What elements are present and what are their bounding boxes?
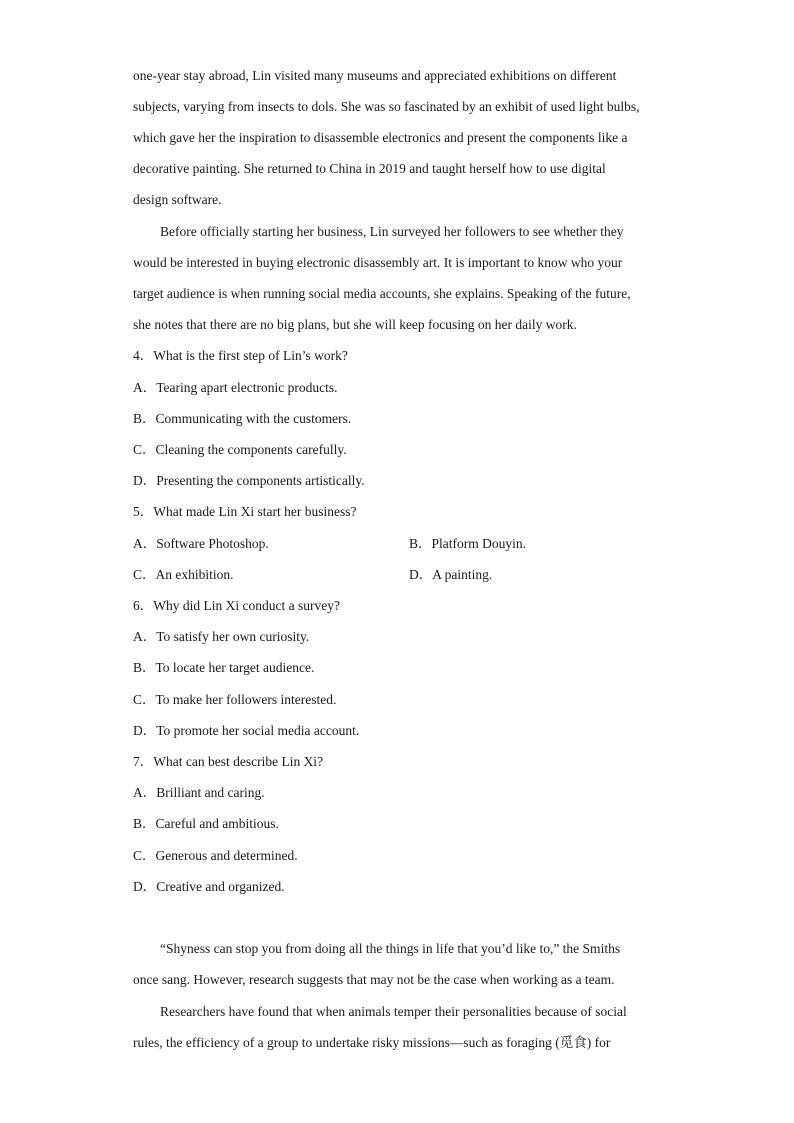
answer-option: D．Creative and organized. — [133, 879, 285, 894]
passage-line: which gave her the inspiration to disassemble electronics and present the components like a — [133, 130, 628, 145]
question-stem: 7．What can best describe Lin Xi? — [133, 754, 324, 769]
passage-line: she notes that there are no big plans, but she will keep focusing on her daily work. — [133, 317, 577, 332]
answer-option: B．Platform Douyin. — [409, 536, 526, 551]
answer-option: A．Tearing apart electronic products. — [133, 380, 338, 395]
answer-option: A．To satisfy her own curiosity. — [133, 629, 310, 644]
answer-option: D．A painting. — [409, 567, 493, 582]
answer-option: C．Generous and determined. — [133, 848, 298, 863]
answer-option: C．Cleaning the components carefully. — [133, 442, 347, 457]
passage-line: target audience is when running social media accounts, she explains. Speaking of the future, — [133, 286, 631, 301]
answer-option: A．Brilliant and caring. — [133, 785, 265, 800]
answer-option: B．Careful and ambitious. — [133, 816, 279, 831]
question-stem: 5．What made Lin Xi start her business? — [133, 504, 357, 519]
passage-line: Researchers have found that when animals temper their personalities because of social — [160, 1004, 627, 1019]
passage-line: once sang. However, research suggests that may not be the case when working as a team. — [133, 972, 615, 987]
passage-line: would be interested in buying electronic disassembly art. It is important to know who your — [133, 255, 623, 270]
answer-option: A．Software Photoshop. — [133, 536, 269, 551]
answer-option: B．Communicating with the customers. — [133, 411, 352, 426]
answer-option: D．To promote her social media account. — [133, 723, 360, 738]
answer-option: B．To locate her target audience. — [133, 660, 315, 675]
passage-line: one-year stay abroad, Lin visited many museums and appreciated exhibitions on different — [133, 68, 617, 83]
answer-option-row — [0, 535, 794, 553]
passage-line: rules, the efficiency of a group to undertake risky missions—such as foraging (觅食) for — [133, 1035, 611, 1050]
passage-line: Before officially starting her business, Lin surveyed her followers to see whether they — [160, 224, 624, 239]
question-stem: 6．Why did Lin Xi conduct a survey? — [133, 598, 340, 613]
answer-option: D．Presenting the components artistically. — [133, 473, 365, 488]
passage-line: decorative painting. She returned to China in 2019 and taught herself how to use digital — [133, 161, 606, 176]
passage-line: design software. — [133, 192, 222, 207]
answer-option-row — [0, 566, 794, 584]
question-stem: 4．What is the first step of Lin’s work? — [133, 348, 348, 363]
passage-line: subjects, varying from insects to dols. She was so fascinated by an exhibit of used light bulbs, — [133, 99, 640, 114]
answer-option: C．To make her followers interested. — [133, 692, 337, 707]
answer-option: C．An exhibition. — [133, 567, 234, 582]
passage-line: “Shyness can stop you from doing all the things in life that you’d like to,” the Smiths — [160, 941, 621, 956]
